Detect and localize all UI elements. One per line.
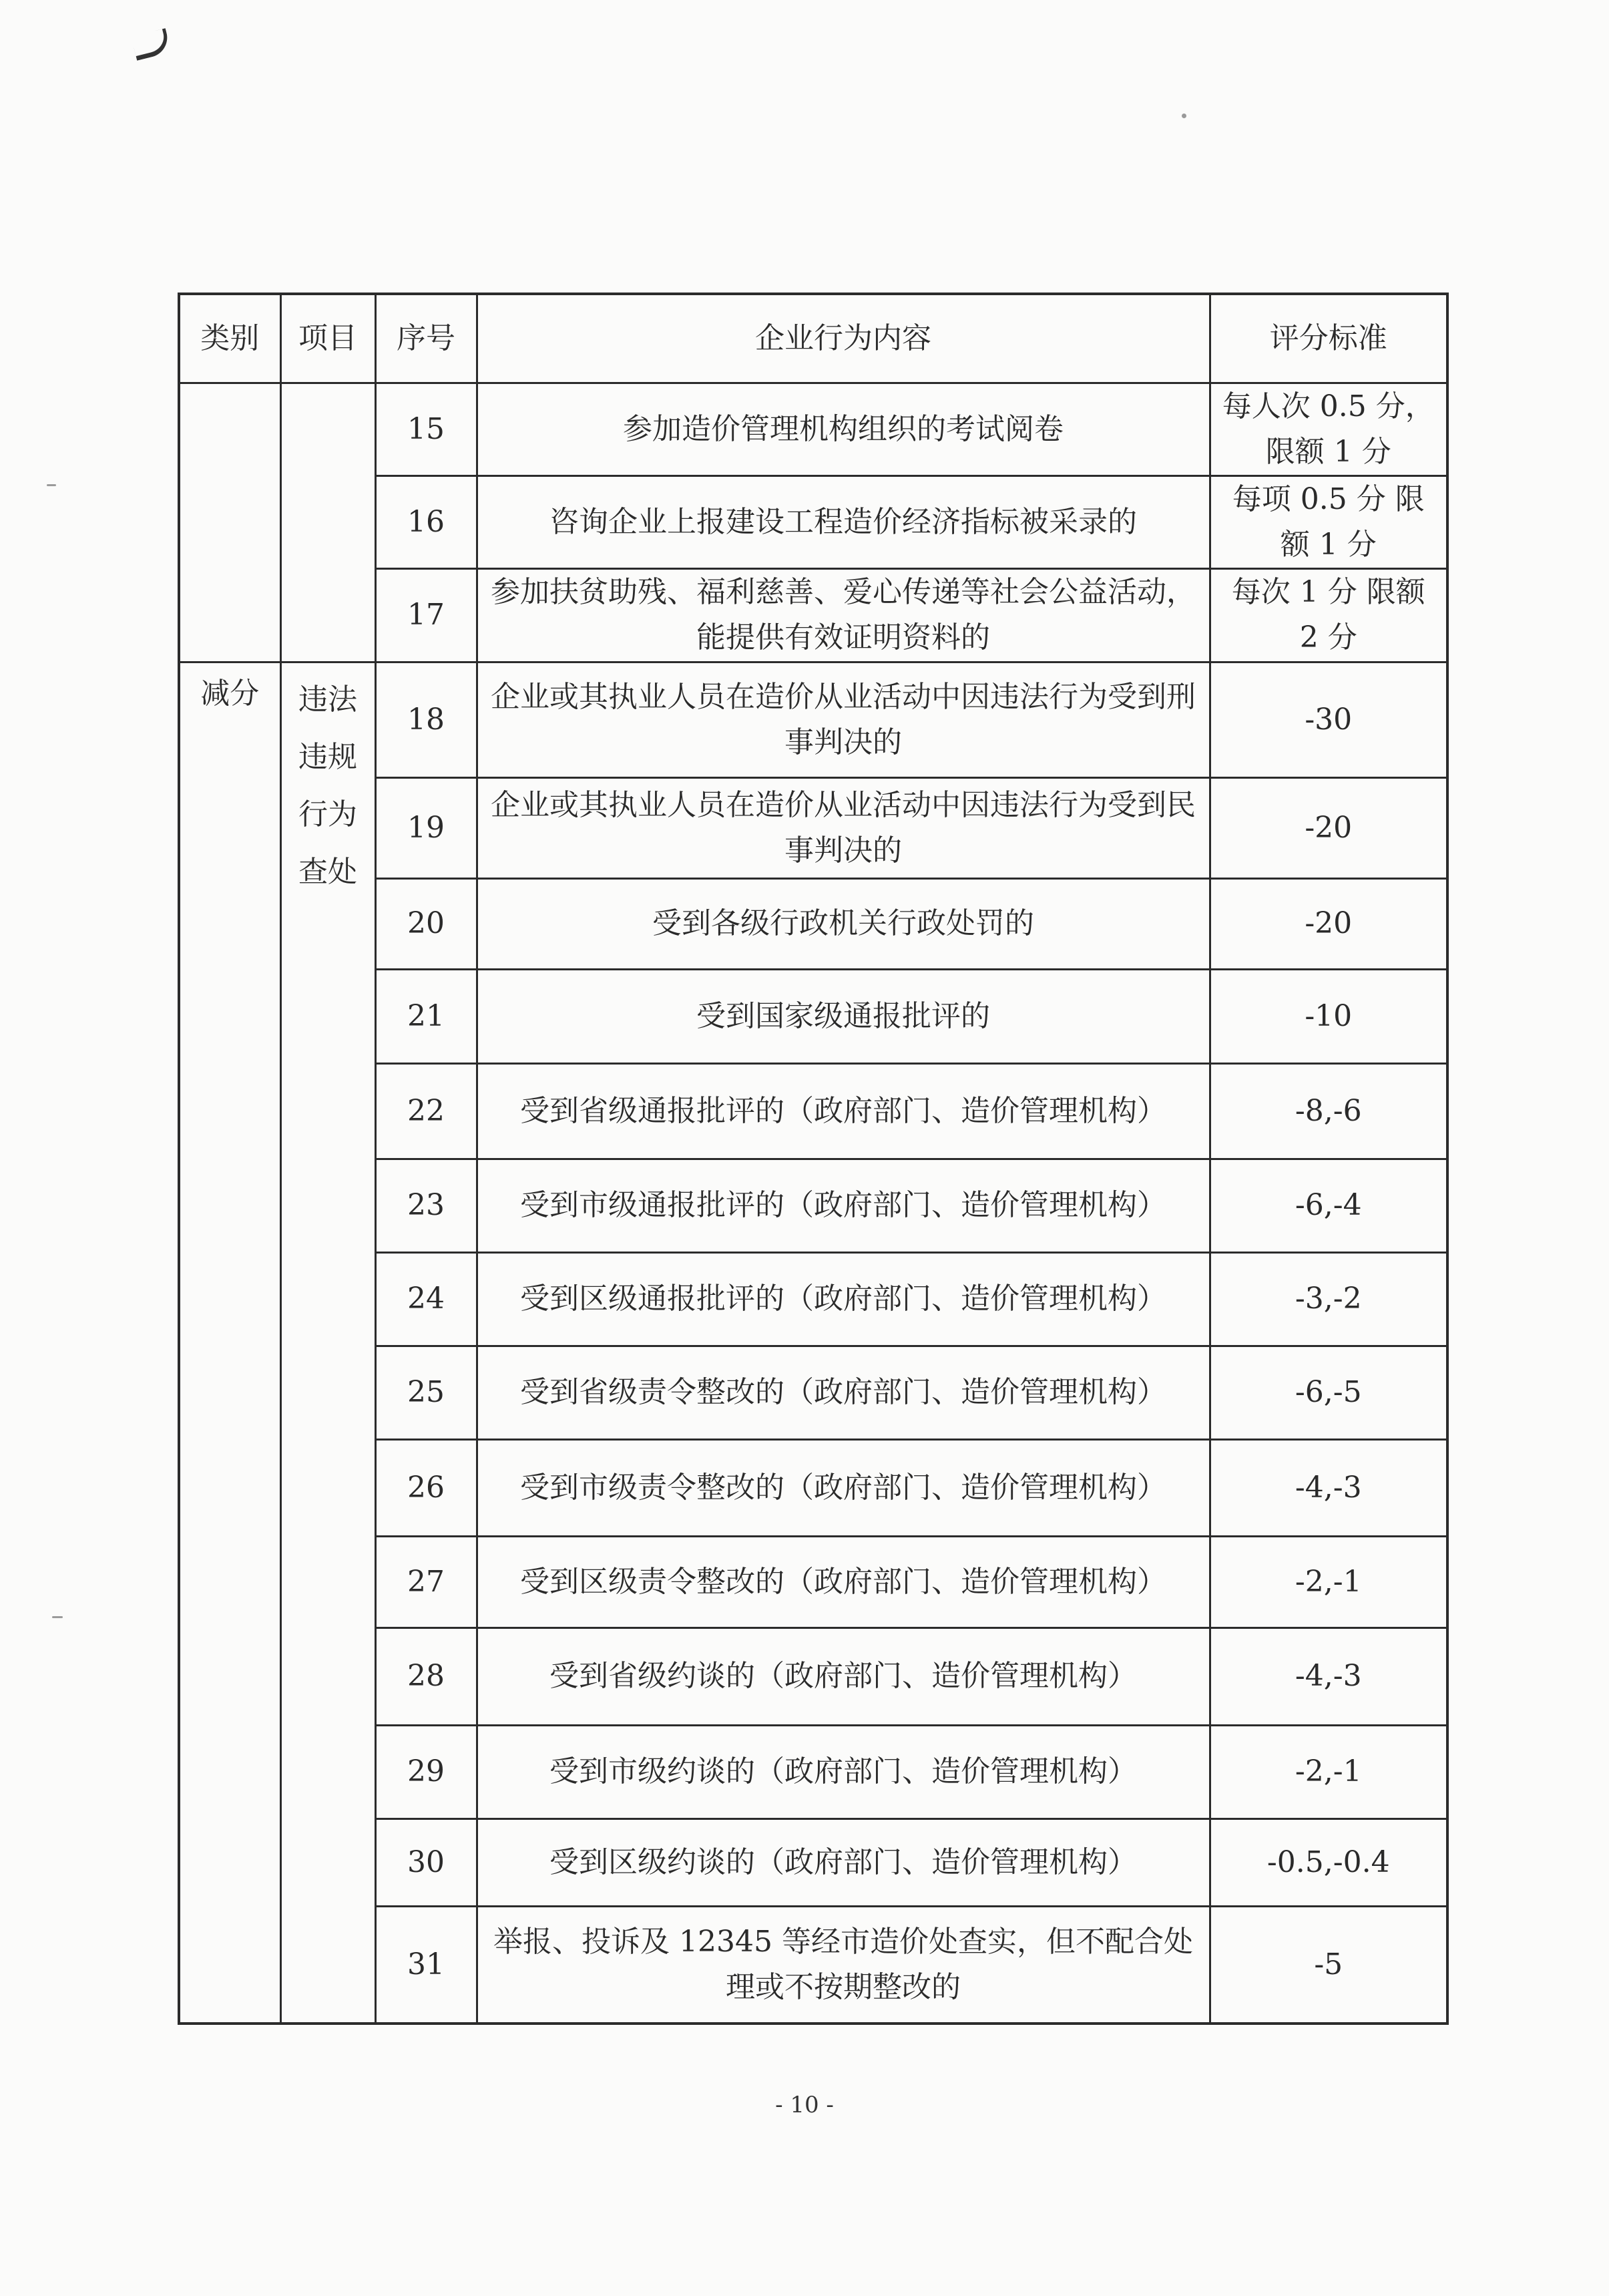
row-content: 参加扶贫助残、福利慈善、爱心传递等社会公益活动，能提供有效证明资料的 — [477, 568, 1210, 662]
row-score: 每次 1 分 限额 2 分 — [1210, 568, 1447, 662]
header-category: 类别 — [179, 294, 280, 383]
row-number: 15 — [375, 383, 477, 475]
row-number: 22 — [375, 1063, 477, 1159]
row-number: 17 — [375, 568, 477, 662]
scoring-table — [178, 293, 1449, 2025]
row-score: -0.5,-0.4 — [1210, 1819, 1447, 1906]
row-content: 举报、投诉及 12345 等经市造价处查实，但不配合处理或不按期整改的 — [477, 1906, 1210, 2024]
row-number: 27 — [375, 1536, 477, 1628]
category-cell-empty — [179, 383, 280, 662]
row-score: -4,-3 — [1210, 1439, 1447, 1536]
header-content: 企业行为内容 — [477, 294, 1210, 383]
row-number: 19 — [375, 777, 477, 878]
row-content: 受到区级约谈的（政府部门、造价管理机构） — [477, 1819, 1210, 1906]
row-number: 30 — [375, 1819, 477, 1906]
row-content: 受到省级责令整改的（政府部门、造价管理机构） — [477, 1346, 1210, 1439]
row-score: 每人次 0.5 分，限额 1 分 — [1210, 383, 1447, 475]
row-number: 29 — [375, 1725, 477, 1819]
row-score: -4,-3 — [1210, 1628, 1447, 1725]
row-content: 受到各级行政机关行政处罚的 — [477, 878, 1210, 969]
table-header-row — [179, 294, 1447, 383]
row-content: 受到省级约谈的（政府部门、造价管理机构） — [477, 1628, 1210, 1725]
row-content: 受到区级责令整改的（政府部门、造价管理机构） — [477, 1536, 1210, 1628]
row-score: -2,-1 — [1210, 1725, 1447, 1819]
category-label: 减分 — [179, 662, 280, 2024]
row-score: -20 — [1210, 878, 1447, 969]
table-row — [179, 662, 1447, 777]
row-number: 24 — [375, 1252, 477, 1346]
row-content: 受到市级约谈的（政府部门、造价管理机构） — [477, 1725, 1210, 1819]
header-number: 序号 — [375, 294, 477, 383]
row-score: -8,-6 — [1210, 1063, 1447, 1159]
table-row — [179, 383, 1447, 475]
row-score: -5 — [1210, 1906, 1447, 2024]
row-content: 受到区级通报批评的（政府部门、造价管理机构） — [477, 1252, 1210, 1346]
row-content: 咨询企业上报建设工程造价经济指标被采录的 — [477, 475, 1210, 568]
dust-speck — [1182, 114, 1186, 118]
row-content: 参加造价管理机构组织的考试阅卷 — [477, 383, 1210, 475]
row-score: 每项 0.5 分 限额 1 分 — [1210, 475, 1447, 568]
row-number: 31 — [375, 1906, 477, 2024]
row-number: 18 — [375, 662, 477, 777]
row-number: 21 — [375, 969, 477, 1063]
row-score: -10 — [1210, 969, 1447, 1063]
project-label: 违法违规行为查处 — [280, 662, 375, 2024]
header-score: 评分标准 — [1210, 294, 1447, 383]
row-number: 20 — [375, 878, 477, 969]
row-number: 25 — [375, 1346, 477, 1439]
row-content: 受到国家级通报批评的 — [477, 969, 1210, 1063]
row-content: 企业或其执业人员在造价从业活动中因违法行为受到民事判决的 — [477, 777, 1210, 878]
row-number: 26 — [375, 1439, 477, 1536]
row-content: 受到市级责令整改的（政府部门、造价管理机构） — [477, 1439, 1210, 1536]
header-project: 项目 — [280, 294, 375, 383]
row-content: 受到市级通报批评的（政府部门、造价管理机构） — [477, 1159, 1210, 1252]
scan-mark — [131, 28, 171, 61]
row-number: 16 — [375, 475, 477, 568]
row-score: -2,-1 — [1210, 1536, 1447, 1628]
row-content: 企业或其执业人员在造价从业活动中因违法行为受到刑事判决的 — [477, 662, 1210, 777]
row-score: -30 — [1210, 662, 1447, 777]
dust-speck — [52, 1616, 63, 1618]
project-cell-empty — [280, 383, 375, 662]
row-number: 23 — [375, 1159, 477, 1252]
dust-speck — [47, 484, 56, 486]
row-score: -20 — [1210, 777, 1447, 878]
row-score: -3,-2 — [1210, 1252, 1447, 1346]
row-score: -6,-4 — [1210, 1159, 1447, 1252]
row-score: -6,-5 — [1210, 1346, 1447, 1439]
row-number: 28 — [375, 1628, 477, 1725]
page-number: - 10 - — [775, 2092, 834, 2118]
row-content: 受到省级通报批评的（政府部门、造价管理机构） — [477, 1063, 1210, 1159]
